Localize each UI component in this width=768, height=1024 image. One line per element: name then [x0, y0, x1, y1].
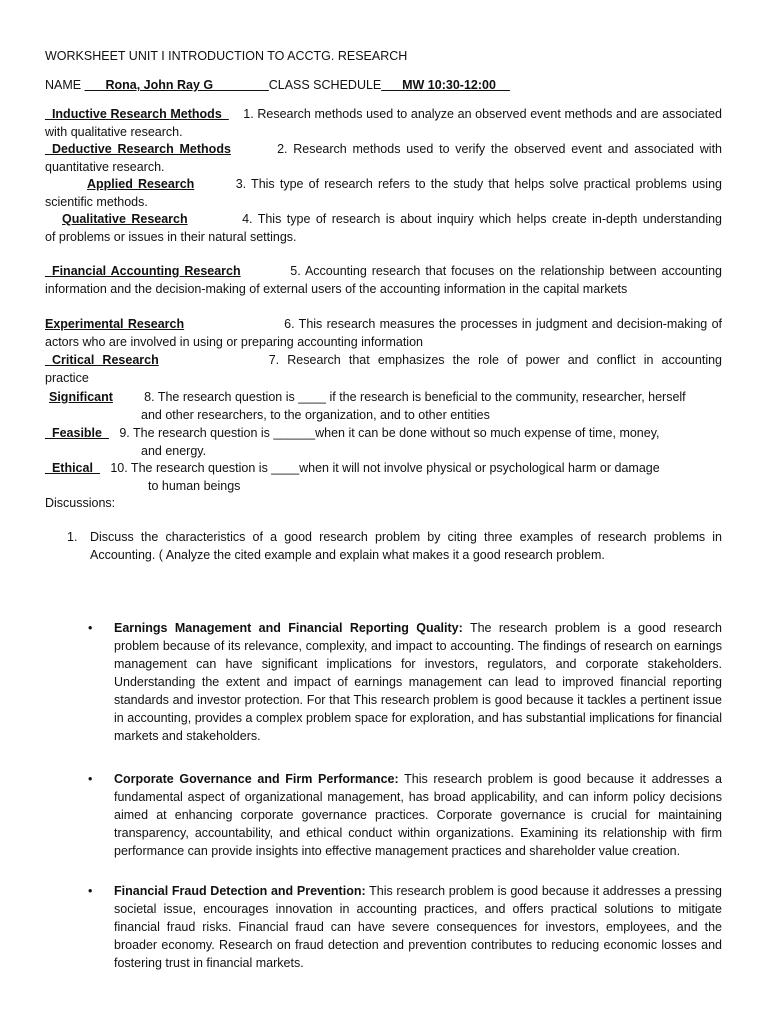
item-5-text-1: 5. Accounting research that focuses on the relationship between accounting [290, 264, 722, 278]
item-4 [45, 210, 722, 246]
item-8-answer: Significant [49, 390, 113, 404]
item-2 [45, 140, 722, 176]
item-2-answer: _Deductive Research Methods [45, 142, 231, 156]
item-2-text-2: quantitative research. [45, 160, 165, 174]
item-9-answer: _Feasible_ [45, 426, 109, 440]
item-1-text-1: 1. Research methods used to analyze an observed event methods and are associated [243, 107, 722, 121]
worksheet-title: WORKSHEET UNIT I INTRODUCTION TO ACCTG. RESEARCH [45, 49, 408, 63]
answer-3-title: Financial Fraud Detection and Prevention: [114, 884, 366, 898]
item-7-text-1: 7. Research that emphasizes the role of power and conflict in accounting [268, 353, 722, 367]
item-7-answer: _Critical Research [45, 353, 159, 367]
item-4-text-2: of problems or issues in their natural settings. [45, 230, 297, 244]
item-3 [45, 175, 722, 211]
item-4-answer: Qualitative Research [62, 212, 188, 226]
answer-2-body: This research problem is good because it addresses a fundamental aspect of organizational management, has broad applicability, and can inform policy decisions aimed at enhancing corporate governance practices. Corporate governance is crucial for maintaining transparency, accountability, and ethical conduct within organizations. Examining its relationship with firm performance can provide insights into effective management practices and shareholder value creation. [114, 772, 722, 858]
item-9-text-2: and energy. [141, 444, 207, 458]
item-6-text-1: 6. This research measures the processes in judgment and decision-making of [284, 317, 722, 331]
name-label: NAME [45, 78, 85, 92]
answer-2 [88, 770, 722, 860]
answer-2-title: Corporate Governance and Firm Performance: [114, 772, 399, 786]
item-10-text-1: 10. The research question is ____when it will not involve physical or psychological harm or damage [110, 461, 660, 475]
answer-3 [88, 882, 722, 972]
item-10-answer: _Ethical_ [45, 461, 100, 475]
item-5-answer: _Financial Accounting Research [45, 264, 241, 278]
item-8-text-2: and other researchers, to the organization, and to other entities [141, 408, 490, 422]
question-text: Discuss the characteristics of a good research problem by citing three examples of research problems in Accounting. ( Analyze the cited example and explain what makes it a good research problem. [90, 530, 722, 562]
answer-1-body: The research problem is a good research problem because of its relevance, complexity, and impact to accounting. The findings of research on earnings management can have significant implications for investors, regulators, and corporate stakeholders. Understanding the extent and impact of earnings management can lead to improved financial reporting standards and investor protection. For that This research problem is good because it tackles a pertinent issue in accounting, provides a complex problem space for exploration, and has substantial implications for financial markets and stakeholders. [114, 621, 722, 743]
item-4-text-1: 4. This type of research is about inquiry which helps create in-depth understanding [242, 212, 722, 226]
item-6 [45, 315, 722, 351]
item-3-answer: Applied Research [87, 177, 195, 191]
discussions-heading: Discussions: [45, 496, 116, 510]
item-7 [45, 351, 722, 387]
item-8 [45, 388, 722, 424]
schedule-label: CLASS SCHEDULE [268, 78, 382, 92]
name-value: ___Rona, John Ray G________ [84, 78, 269, 92]
student-info-line [45, 76, 722, 94]
answer-3-body: This research problem is good because it addresses a pressing societal issue, encourages innovation in accounting practices, and offers practical solutions to mitigate financial fraud risks. Financial fraud can have severe consequences for investors, employees, and the broader economy. Research on fraud detection and prevention contributes to reducing economic losses and fostering trust in financial markets. [114, 884, 722, 970]
item-1-answer: _Inductive Research Methods_ [45, 107, 229, 121]
item-5 [45, 262, 722, 298]
item-3-text-1: 3. This type of research refers to the study that helps solve practical problems using [235, 177, 722, 191]
bullet-2: • [88, 772, 93, 786]
item-3-text-2: scientific methods. [45, 195, 148, 209]
item-6-answer: Experimental Research [45, 317, 185, 331]
item-8-text-1: 8. The research question is ____ if the research is beneficial to the community, researcher, herself [144, 390, 686, 404]
item-9 [45, 424, 722, 460]
item-7-text-2: practice [45, 371, 89, 385]
bullet-3: • [88, 884, 93, 898]
item-2-text-1: 2. Research methods used to verify the observed event and associated with [277, 142, 722, 156]
item-1 [45, 105, 722, 141]
answer-1 [88, 619, 722, 745]
item-10 [45, 459, 722, 495]
item-9-text-1: 9. The research question is ______when it can be done without so much expense of time, money, [119, 426, 660, 440]
item-6-text-2: actors who are involved in using or preparing accounting information [45, 335, 423, 349]
question-number: 1. [67, 530, 78, 544]
item-5-text-2: information and the decision-making of external users of the accounting information in the capital markets [45, 282, 628, 296]
discussion-question [67, 528, 722, 564]
bullet-1: • [88, 621, 93, 635]
item-1-text-2: with qualitative research. [45, 125, 183, 139]
item-10-text-2: to human beings [148, 479, 241, 493]
answer-1-title: Earnings Management and Financial Reporting Quality: [114, 621, 463, 635]
schedule-value: ___MW 10:30-12:00__ [381, 78, 510, 92]
